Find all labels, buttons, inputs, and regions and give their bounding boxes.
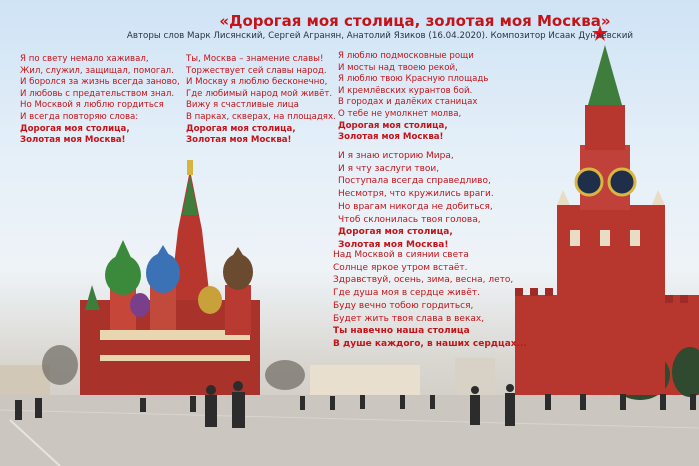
verse-line: И всегда повторяю слова:	[20, 111, 139, 122]
verse-line: И Москву я люблю бесконечно,	[186, 77, 328, 88]
clock-face-left	[576, 169, 602, 195]
chorus-line: Дорогая моя столица,	[186, 123, 296, 134]
verse-line: Над Москвой в сиянии света	[333, 250, 469, 260]
verse-1	[20, 54, 180, 147]
verse-line: Несмотря, что кружились враги.	[338, 189, 494, 200]
verse-line: Жил, служил, защищал, помогал.	[20, 65, 174, 76]
verse-line: Торжествует сей славы народ.	[186, 65, 327, 76]
verse-line: Солнце яркое утром встаёт.	[333, 262, 468, 273]
verse-line: И кремлёвских курантов бой.	[338, 85, 473, 96]
verse-4	[338, 150, 494, 252]
verse-line: Я люблю твою Красную площадь	[338, 74, 489, 85]
verse-line: Буду вечно тобою гордиться,	[333, 300, 474, 311]
page-title: «Дорогая моя столица, золотая моя Москва»	[219, 12, 611, 30]
verse-line: В парках, скверах, на площадях.	[186, 111, 336, 122]
verse-line: И мосты над твоею рекой,	[338, 62, 458, 73]
chorus-line: Ты навечно наша столица	[333, 326, 470, 337]
spasskaya-tower	[557, 45, 665, 395]
verse-5	[333, 249, 527, 351]
clock-face-right	[609, 169, 635, 195]
st-basils-cathedral	[80, 160, 260, 395]
verse-line: Но Москвой я люблю гордиться	[20, 100, 164, 111]
verse-3	[338, 51, 488, 144]
verse-line: Я по свету немало хаживал,	[20, 54, 149, 64]
verse-line: Где душа моя в сердце живёт.	[333, 288, 480, 299]
chorus-line: Дорогая моя столица,	[20, 123, 130, 134]
verse-line: И я чту заслуги твои,	[338, 163, 440, 174]
chorus-line: Золотая моя Москва!	[186, 135, 292, 146]
verse-line: О тебе не умолкнет молва,	[338, 108, 462, 119]
verse-line: Вижу я счастливые лица	[186, 100, 299, 111]
chorus-line: Дорогая моя столица,	[338, 120, 448, 131]
chorus-line: Золотая моя Москва!	[338, 132, 444, 143]
verse-line: И я знаю историю Мира,	[338, 151, 454, 161]
verse-line: И любовь с предательством знал.	[20, 88, 175, 99]
chorus-line: Дорогая моя столица,	[338, 227, 453, 238]
verse-line: Чтоб склонилась твоя голова,	[338, 214, 481, 225]
chorus-line: Золотая моя Москва!	[338, 239, 449, 250]
verse-line: Ты, Москва – знамение славы!	[186, 54, 324, 64]
verse-line: Поступала всегда справедливо,	[338, 176, 491, 187]
verse-line: В городах и далёких станицах	[338, 97, 478, 108]
authors-line: Авторы слов Марк Лисянский, Сергей Агранян, Анатолий Язиков (16.04.2020). Композитор Исаак Дунаевский	[126, 31, 634, 41]
verse-line: Где любимый народ мой живёт.	[186, 88, 333, 99]
gum-building	[310, 365, 420, 395]
chorus-line: Золотая моя Москва!	[20, 135, 126, 146]
chorus-line: В душе каждого, в наших сердцах...	[333, 338, 527, 349]
verse-line: Здравствуй, осень, зима, весна, лето,	[333, 275, 514, 286]
verse-line: Но врагам никогда не добиться,	[338, 201, 493, 212]
verse-2	[186, 54, 336, 147]
square-pavement	[0, 395, 699, 466]
verse-line: И боролся за жизнь всегда заново,	[20, 77, 180, 88]
verse-line: Будет жить твоя слава в веках,	[333, 313, 485, 324]
verse-line: Я люблю подмосковные рощи	[338, 51, 474, 61]
